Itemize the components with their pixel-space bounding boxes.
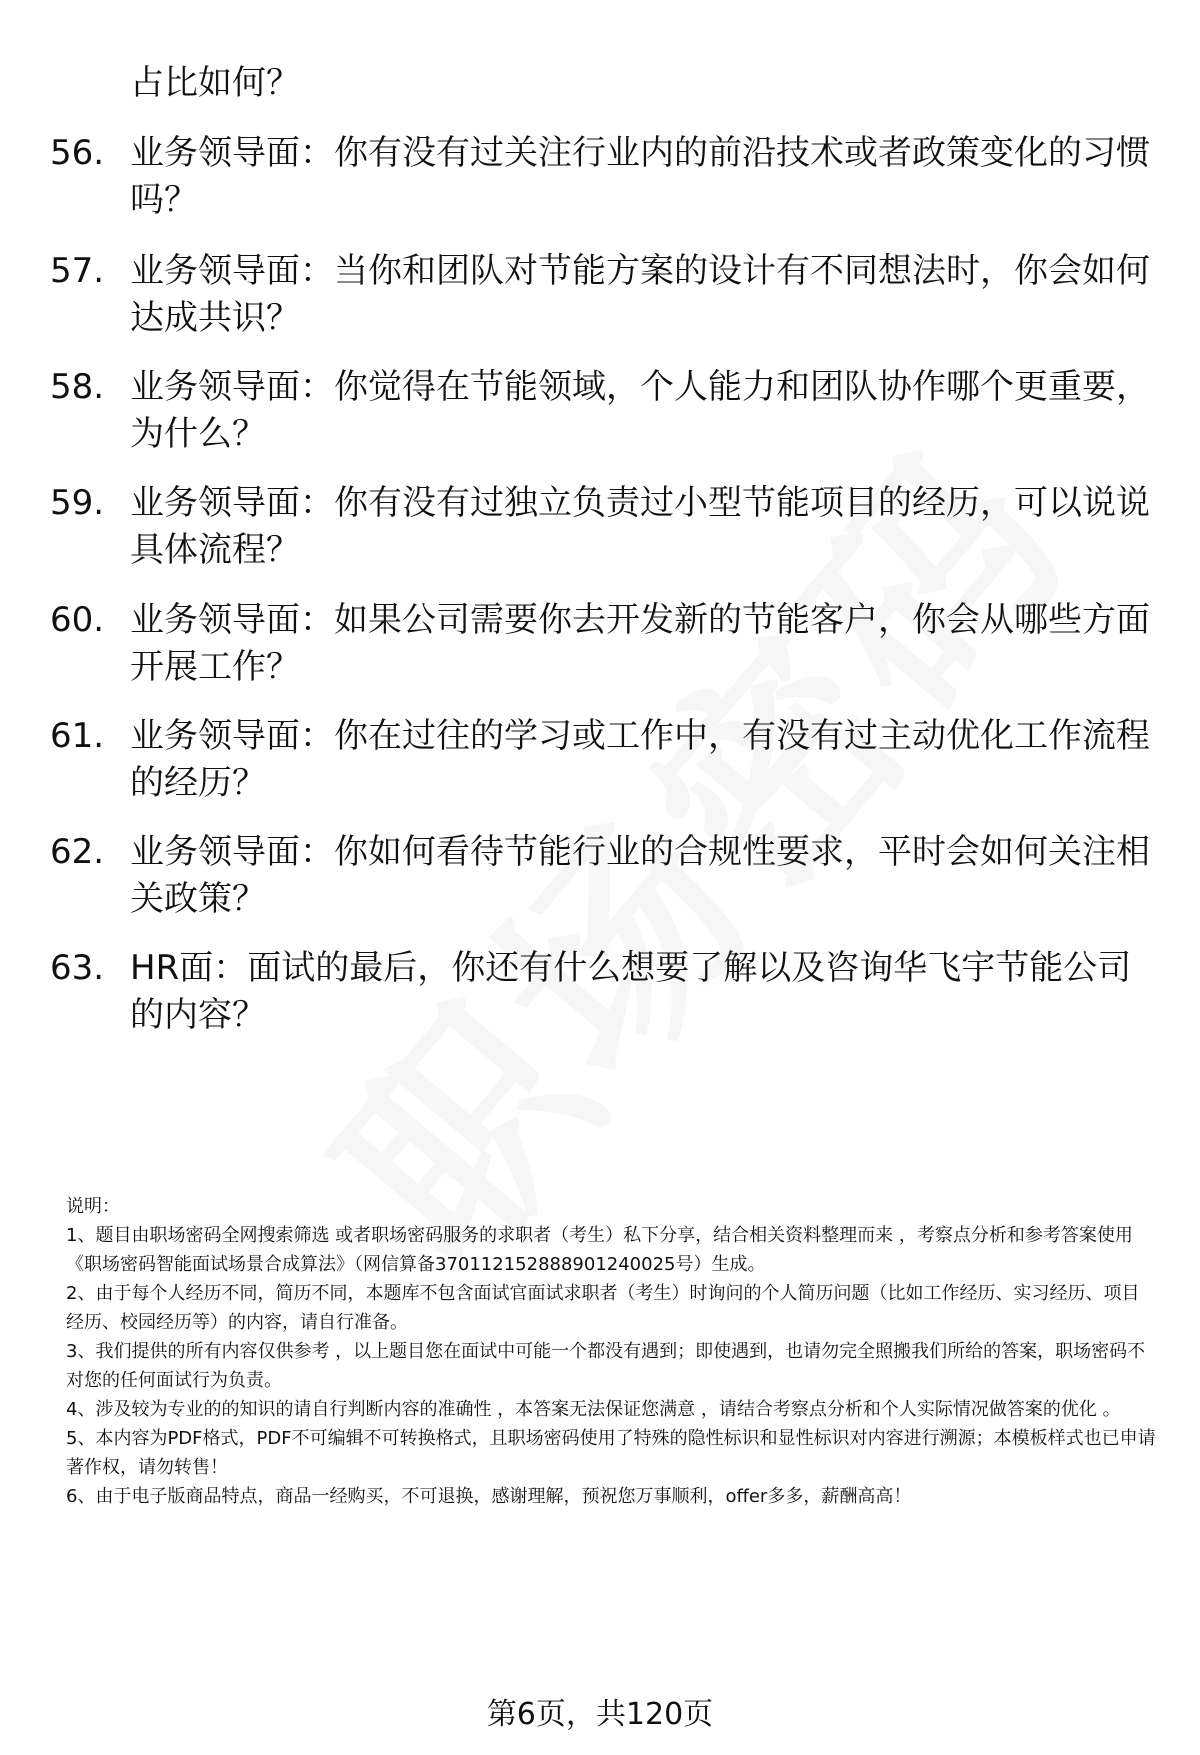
notes-title: 说明： xyxy=(66,1196,120,1217)
question-continuation: 占比如何？ xyxy=(130,63,300,103)
note-item: 4、涉及较为专业的的知识的请自行判断内容的准确性 ，本答案无法保证您满意 ，请结合考察点分析和个人实际情况做答案的优化 。 xyxy=(66,1399,1121,1420)
question-text: 业务领导面：如果公司需要你去开发新的节能客户，你会从哪些方面开展工作？ xyxy=(130,600,1150,687)
question-item xyxy=(50,945,1150,1039)
question-item xyxy=(50,248,1150,342)
note-item: 2、由于每个人经历不同，简历不同，本题库不包含面试官面试求职者（考生）时询问的个人简历问题（比如工作经历、实习经历、项目经历、校园经历等）的内容，请自行准备。 xyxy=(66,1283,1140,1333)
note-item: 6、由于电子版商品特点，商品一经购买，不可退换，感谢理解，预祝您万事顺利，offer多多，薪酬高高！ xyxy=(66,1486,912,1507)
page-number: 第6页，共120页 xyxy=(486,1697,714,1732)
question-text: 业务领导面：你觉得在节能领域，个人能力和团队协作哪个更重要，为什么？ xyxy=(130,367,1150,454)
question-number: 61. xyxy=(50,716,105,756)
question-item xyxy=(50,829,1150,923)
note-item: 3、我们提供的所有内容仅供参考 ，以上题目您在面试中可能一个都没有遇到；即使遇到，也请勿完全照搬我们所给的答案，职场密码不对您的任何面试行为负责。 xyxy=(66,1341,1146,1391)
question-text: HR面：面试的最后，你还有什么想要了解以及咨询华飞宇节能公司的内容？ xyxy=(130,948,1132,1035)
question-item xyxy=(50,364,1150,458)
question-text: 业务领导面：你有没有过独立负责过小型节能项目的经历，可以说说具体流程？ xyxy=(130,483,1150,570)
question-number: 58. xyxy=(50,367,105,407)
question-text: 业务领导面：你在过往的学习或工作中，有没有过主动优化工作流程的经历？ xyxy=(130,716,1150,803)
question-number: 63. xyxy=(50,948,105,988)
question-item xyxy=(50,713,1150,807)
question-number: 62. xyxy=(50,832,105,872)
note-item: 1、题目由职场密码全网搜索筛选 或者职场密码服务的求职者（考生）私下分享，结合相关资料整理而来 ，考察点分析和参考答案使用《职场密码智能面试场景合成算法》（网信算备370112152888901240025号）生成。 xyxy=(66,1225,1133,1275)
question-number: 59. xyxy=(50,483,105,523)
question-item xyxy=(50,597,1150,691)
question-text: 业务领导面：当你和团队对节能方案的设计有不同想法时，你会如何达成共识？ xyxy=(130,251,1150,338)
question-text: 业务领导面：你有没有过关注行业内的前沿技术或者政策变化的习惯吗？ xyxy=(130,133,1150,220)
question-item xyxy=(50,130,1150,224)
notes-section xyxy=(66,1192,1156,1511)
question-text: 业务领导面：你如何看待节能行业的合规性要求，平时会如何关注相关政策？ xyxy=(130,832,1150,919)
question-number: 60. xyxy=(50,600,105,640)
question-item xyxy=(50,480,1150,574)
question-number: 57. xyxy=(50,251,105,291)
note-item: 5、本内容为PDF格式，PDF不可编辑不可转换格式，且职场密码使用了特殊的隐性标识和显性标识对内容进行溯源；本模板样式也已申请著作权，请勿转售！ xyxy=(66,1428,1156,1478)
question-number: 56. xyxy=(50,133,105,173)
